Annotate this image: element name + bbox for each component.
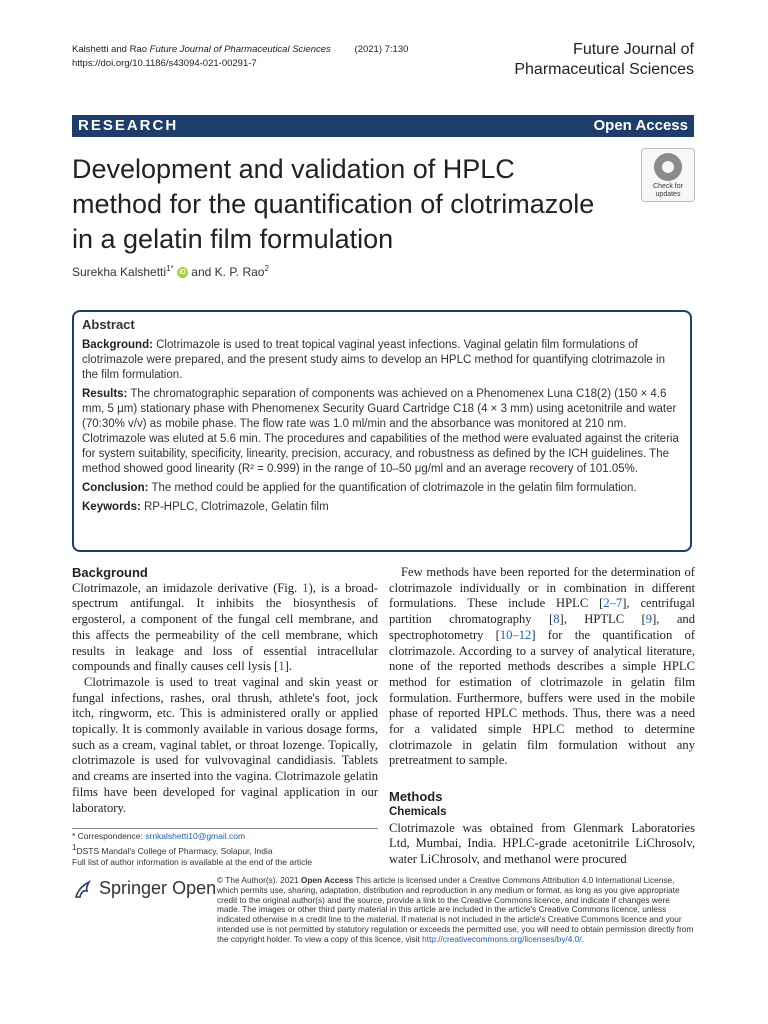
check-updates-line2: updates [655,191,681,198]
body-column-left [72,565,378,816]
text-run: ), is a broad-spectrum antifungal. It inhibits the biosynthesis of ergosterol, a component of the fungal cell membrane, and this affects the permeability of the cell membrane, which results in leakage and loss of essential intracellular compounds and finally causes cell lysis [ [72,580,378,674]
text-run: ], centrifugal partition chromatography [ [389,596,695,627]
open-word: Open [172,878,217,898]
abstract-background [82,338,682,383]
text-run: Clotrimazole, an imidazole derivative (Fig. [72,580,303,595]
text-run: Few methods have been reported for the determination of clotrimazole individually or in combination in different formulations. These include HPLC [ [389,565,695,611]
affiliation-sup: 1 [72,843,77,852]
license-text: . [581,933,584,944]
journal-name-line2: Pharmaceutical Sciences [514,61,694,78]
author-2: and K. P. Rao [187,265,265,279]
body-column-right [389,565,695,868]
crossmark-icon [654,153,682,181]
author-list [72,264,269,279]
text-run: ], and spectrophotometry [ [389,612,695,642]
background-paragraph-2: Clotrimazole is used to treat vaginal and skin yeast or fungal infections, rashes, oral thrush, athlete's foot, jock itch, ringworm, etc. This is administered orally or applied topically. It is commonly available in various dosage forms, such as a cream, vaginal tablet, or throat lozenge. Topically, clotrimazole is used for vulvovaginal candidiasis. Tablets and creams are inserted into the vagina. Clotrimazole gelatin films have been developed for vaginal application in our laboratory. [72,674,378,815]
license-open-access: Open Access [300,875,354,885]
abstract-results-text: The chromatographic separation of components was achieved on a Phenomenex Luna C18(2) (150 × 4.6 mm, 5 μm) stationary phase with Phenomenex Security Guard Cartridge C18 (4 × 3 mm) using acetonitrile and water (70:30% v/v) as mobile phase. The flow rate was 1.0 ml/min and the absorbance was monitored at 210 nm. Clotrimazole was eluted at 5.6 min. The procedures and capabilities of the method were evaluated against the criteria for system suitability, specificity, linearity, precision, accuracy, and robustness as defined by the ICH guidelines. The method showed good linearity (R² = 0.999) in the range of 10–50 μg/ml and an average recovery of 101.05%. [82,388,679,475]
license-text: © The Author(s). 2021 [217,875,301,885]
abstract-heading: Abstract [82,317,135,332]
citation-link[interactable]: 1 [278,659,285,674]
background-paragraph-1 [72,581,378,675]
abstract-keywords-label: Keywords: [82,501,141,513]
header-volume: (2021) 7:130 [354,44,409,55]
background-paragraph-3 [389,565,695,769]
section-heading-background: Background [72,565,148,580]
correspondence-label: * Correspondence: [72,831,146,841]
subsection-heading-chemicals: Chemicals [389,805,447,818]
text-run: ]. [284,659,292,674]
author-1: Surekha Kalshetti [72,265,167,279]
chemicals-paragraph: Clotrimazole was obtained from Glenmark Laboratories Ltd, Mumbai, India. HPLC-grade acetonitrile LiChrosolv, water LiChrosolv, and methanol were procured [389,820,695,866]
license-text: This article is licensed under a Creative Commons Attribution 4.0 International License, which permits use, sharing, adaptation, distribution and reproduction in any medium or format, as long as you give appropriate credit to the original author(s) and the source, provide a link to the Creative Commons licence, and indicate if changes were made. The images or other third party material in this article are included in the article's Creative Commons licence, unless indicated otherwise in a credit line to the material. If material is not included in the article's Creative Commons licence and your intended use is not permitted by statutory regulation or exceeds the permitted use, you will need to obtain permission directly from the copyright holder. To view a copy of this licence, visit [217,875,694,944]
check-updates-line1: Check for [653,183,683,190]
doi-link[interactable]: https://doi.org/10.1186/s43094-021-00291-7 [72,58,257,69]
article-title: Development and validation of HPLC method for the quantification of clotrimazole in a gelatin film formulation [72,154,595,254]
journal-name [514,40,694,80]
text-run: ], HPTLC [ [559,612,646,627]
license-url-link[interactable]: http://creativecommons.org/licenses/by/4.0/ [422,933,582,944]
running-header [72,43,408,71]
abstract-keywords-text: RP-HPLC, Clotrimazole, Gelatin film [140,501,329,513]
abstract-background-text: Clotrimazole is used to treat topical vaginal yeast infections. Vaginal gelatin film formulations of clotrimazole were prepared, and the present study aims to develop an HPLC method for quantifying clotrimazole in the film formulation. [82,339,665,381]
header-authors: Kalshetti and Rao [72,44,147,55]
article-type-banner [72,115,694,137]
abstract-background-label: Background: [82,339,153,351]
journal-name-line1: Future Journal of [573,41,694,58]
springer-open-logo [72,878,216,902]
abstract-conclusion-label: Conclusion: [82,482,149,494]
correspondence-email-link[interactable]: srnkalshetti10@gmail.com [145,831,246,841]
citation-link[interactable]: 8 [553,612,560,627]
check-for-updates-button[interactable] [641,148,695,202]
citation-link[interactable]: 10–12 [499,627,532,642]
citation-link[interactable]: 9 [645,612,653,627]
springer-horse-icon [72,878,94,900]
text-run: ] for the quantification of clotrimazole. According to a survey of analytical literature, none of the reported methods describes a simple HPLC method for estimation of clotrimazole in gelatin film formulation. Furthermore, buffers were used in the mobile phase of reported HPLC methods. Thus, there was a need for a validated simple HPLC method to determine clotrimazole in gelatin film formulation without any pretreatment to sample. [389,627,695,768]
figure-link[interactable]: 1 [302,580,309,595]
abstract-conclusion-text: The method could be applied for the quantification of clotrimazole in the gelatin film formulation. [148,482,637,494]
author-1-sup: 1* [166,264,174,273]
orcid-icon[interactable]: iD [178,269,186,277]
article-type-label: RESEARCH [78,117,179,134]
abstract-box [72,310,692,552]
abstract-keywords [82,500,682,515]
footnote [72,828,378,868]
author-2-sup: 2 [264,264,269,273]
citation-link[interactable]: 2–7 [603,596,623,611]
abstract-results [82,387,682,477]
header-journal: Future Journal of Pharmaceutical Sciences [149,44,331,55]
affiliation-text: DSTS Mandal's College of Pharmacy, Solapur, India [76,845,273,856]
springer-word: Springer [99,878,168,898]
abstract-results-label: Results: [82,388,128,400]
author-info-note: Full list of author information is available at the end of the article [72,856,313,867]
section-heading-methods: Methods [389,789,443,805]
abstract-conclusion [82,481,682,496]
open-access-label: Open Access [593,117,688,134]
license-notice [217,876,695,945]
